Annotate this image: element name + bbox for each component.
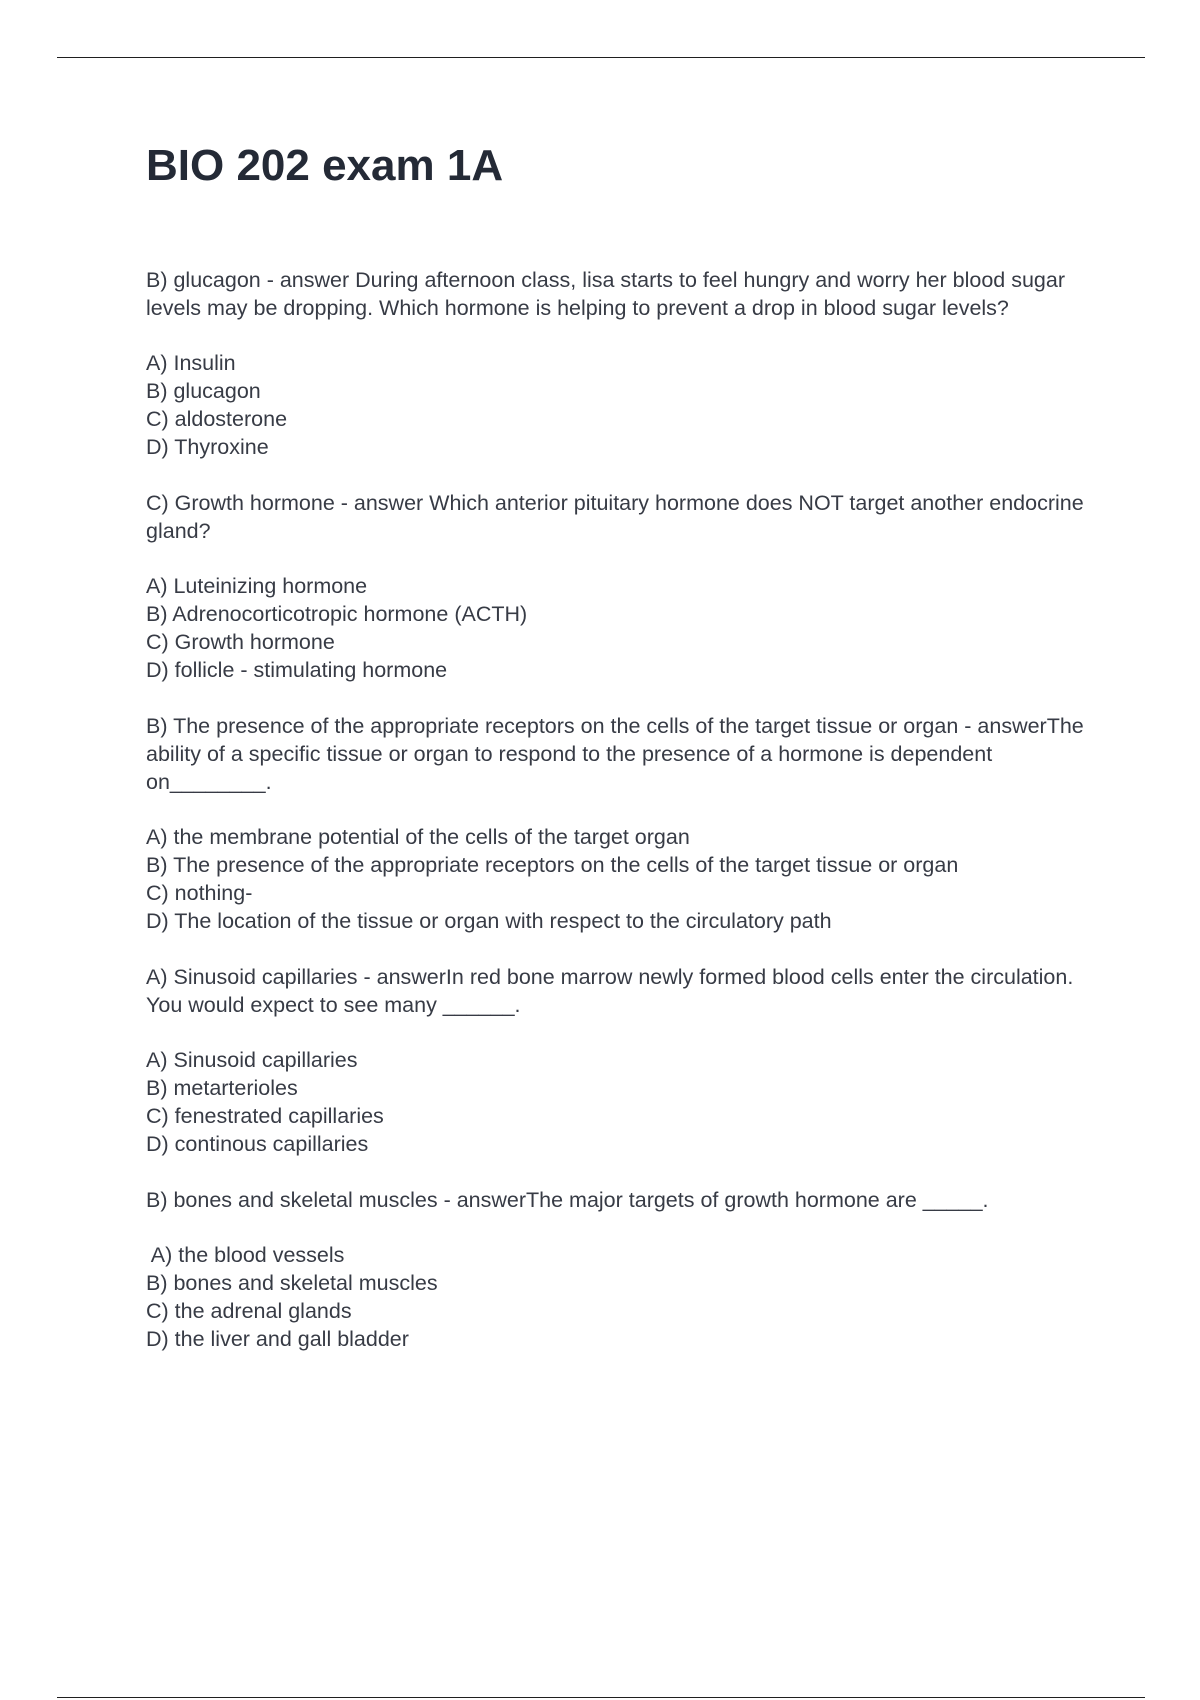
answer-option: D) the liver and gall bladder xyxy=(146,1326,409,1351)
question-stem: A) Sinusoid capillaries - answerIn red bone marrow newly formed blood cells enter the circulation. You would expect to see many ______. xyxy=(146,964,1074,1017)
answer-option: A) Insulin xyxy=(146,350,236,375)
bottom-rule xyxy=(57,1697,1145,1698)
answer-option: B) metarterioles xyxy=(146,1075,298,1100)
answer-options xyxy=(146,349,1096,461)
question-block xyxy=(146,712,1096,935)
question-block xyxy=(146,963,1096,1158)
answer-option: B) bones and skeletal muscles xyxy=(146,1270,438,1295)
answer-option: C) Growth hormone xyxy=(146,629,335,654)
answer-option: B) Adrenocorticotropic hormone (ACTH) xyxy=(146,601,528,626)
question-stem: C) Growth hormone - answer Which anterior pituitary hormone does NOT target another endocrine gland? xyxy=(146,490,1084,543)
answer-option: D) Thyroxine xyxy=(146,434,269,459)
document-title: BIO 202 exam 1A xyxy=(146,141,504,190)
answer-option: A) the blood vessels xyxy=(146,1242,345,1267)
answer-option: D) continous capillaries xyxy=(146,1131,369,1156)
question-stem: B) The presence of the appropriate receptors on the cells of the target tissue or organ - answerThe ability of a specific tissue or organ to respond to the presence of a hormone is dependent on________. xyxy=(146,713,1084,794)
answer-option: D) follicle - stimulating hormone xyxy=(146,657,448,682)
question-block xyxy=(146,1186,1096,1353)
answer-option: C) the adrenal glands xyxy=(146,1298,352,1323)
question-block xyxy=(146,489,1096,684)
answer-option: D) The location of the tissue or organ with respect to the circulatory path xyxy=(146,908,832,933)
answer-option: C) fenestrated capillaries xyxy=(146,1103,384,1128)
question-list xyxy=(146,266,1096,1353)
question-block xyxy=(146,266,1096,461)
answer-option: A) Luteinizing hormone xyxy=(146,573,368,598)
answer-option: B) glucagon xyxy=(146,378,261,403)
question-stem: B) bones and skeletal muscles - answerThe major targets of growth hormone are _____. xyxy=(146,1187,989,1212)
answer-option: A) Sinusoid capillaries xyxy=(146,1047,358,1072)
top-rule xyxy=(57,57,1145,58)
answer-option: B) The presence of the appropriate receptors on the cells of the target tissue or organ xyxy=(146,852,959,877)
document-body xyxy=(146,140,1096,1381)
answer-options xyxy=(146,1241,1096,1353)
answer-option: C) nothing- xyxy=(146,880,253,905)
question-stem: B) glucagon - answer During afternoon class, lisa starts to feel hungry and worry her blood sugar levels may be dropping. Which hormone is helping to prevent a drop in blood sugar levels? xyxy=(146,267,1065,320)
answer-option: C) aldosterone xyxy=(146,406,288,431)
answer-options xyxy=(146,823,1096,935)
answer-options xyxy=(146,1046,1096,1158)
answer-option: A) the membrane potential of the cells of the target organ xyxy=(146,824,690,849)
answer-options xyxy=(146,572,1096,684)
